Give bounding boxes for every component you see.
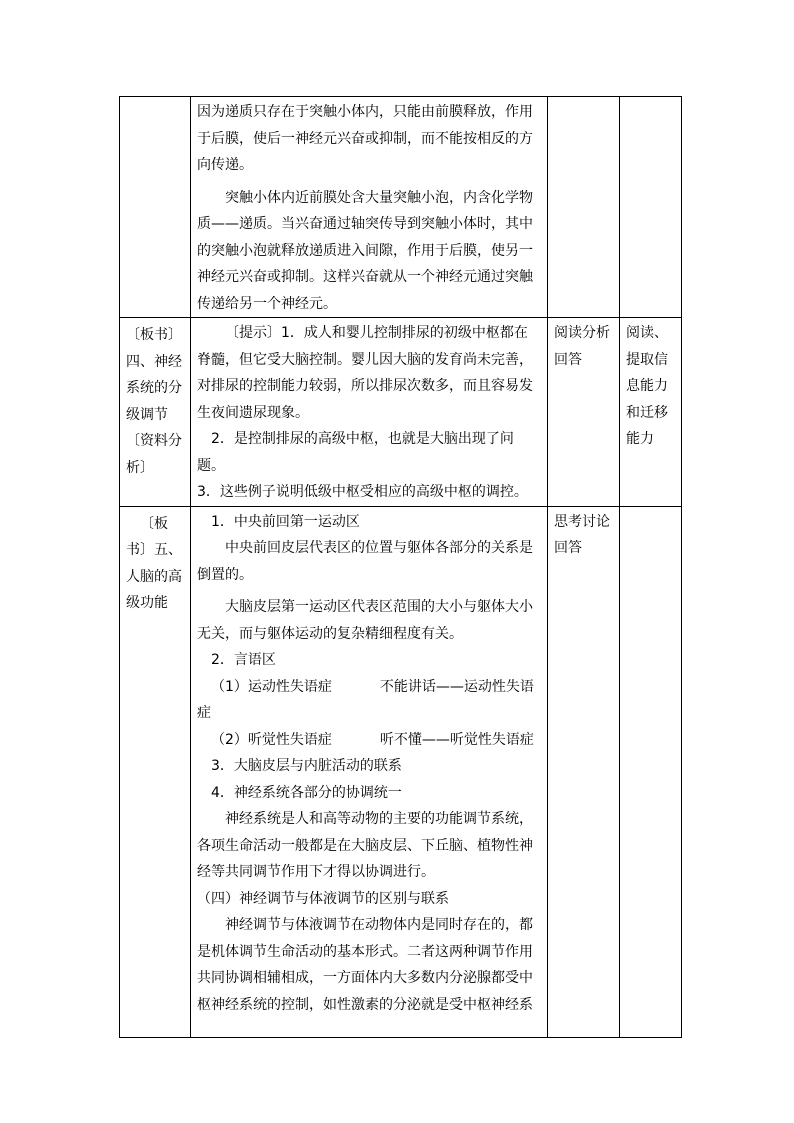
student-activity-cell: 阅读分析回答 [548,318,620,507]
symptom-desc: 不能讲话——运动性失语症 [197,678,534,721]
symptom-desc: 听不懂——听觉性失语症 [379,731,534,748]
lesson-plan-table [119,96,682,1038]
paragraph: 大脑皮层第一运动区代表区范围的大小与躯体大小无关，而与躯体运动的复杂精细程度有关。 [197,599,533,642]
paragraph: 3．这些例子说明低级中枢受相应的高级中枢的调控。 [197,484,528,500]
table-row [120,97,682,318]
content-cell [191,506,548,1037]
list-item [197,674,541,727]
paragraph: 突触小体内近前膜处含大量突触小泡，内含化学物质——递质。当兴奋通过轴突传导到突触小体时，其中的突触小泡就释放递质进入间隙，作用于后膜，使另一神经元兴奋或抑制。这样兴奋就从一个神经元通过突触传递给另一个神经元。 [197,189,533,312]
list-item: 3．大脑皮层与内脏活动的联系 [211,758,402,774]
design-intent-cell: 阅读、提取信息能力和迁移能力 [620,318,682,507]
table-row [120,506,682,1037]
paragraph: 神经系统是人和高等动物的主要的功能调节系统，各项生命活动一般都是在大脑皮层、下丘脑、植物性神经等共同调节作用下才得以协调进行。 [197,811,533,880]
content-cell [191,97,548,318]
section-label: 〔板书〕五、人脑的高级功能 [120,506,191,1037]
list-item: （四）神经调节与体液调节的区别与联系 [197,890,449,907]
label-cell [120,97,191,318]
table-row [120,318,682,507]
student-activity-cell [548,97,620,318]
paragraph: 〔提示〕1．成人和婴儿控制排尿的初级中枢都在脊髓，但它受大脑控制。婴儿因大脑的发育尚未完善，对排尿的控制能力较弱，所以排尿次数多，而且容易发生夜间遗尿现象。 [197,325,533,421]
section-label: 〔板书〕四、神经系统的分级调节〔资料分析〕 [120,318,191,507]
list-item [197,727,541,754]
paragraph: 因为递质只存在于突触小体内，只能由前膜释放，作用于后膜，使后一神经元兴奋或抑制，而不能按相反的方向传递。 [197,104,533,173]
list-item: 4．神经系统各部分的协调统一 [211,784,402,801]
symptom-name: （2）听觉性失语症 [211,731,332,748]
paragraph: 中央前回皮层代表区的位置与躯体各部分的关系是倒置的。 [197,540,533,583]
list-item: 2．言语区 [211,652,276,668]
design-intent-cell [620,506,682,1037]
list-item: 1．中央前回第一运动区 [211,513,360,530]
design-intent-cell [620,97,682,318]
symptom-name: （1）运动性失语症 [211,678,332,695]
paragraph: 2．是控制排尿的高级中枢，也就是大脑出现了问题。 [197,431,514,474]
student-activity-cell: 思考讨论回答 [548,506,620,1037]
paragraph: 神经调节与体液调节在动物体内是同时存在的，都是机体调节生命活动的基本形式。二者这两种调节作用共同协调相辅相成，一方面体内大多数内分泌腺都受中枢神经系统的控制，如性激素的分泌就是受中枢神经系 [197,917,533,1013]
content-cell [191,318,548,507]
